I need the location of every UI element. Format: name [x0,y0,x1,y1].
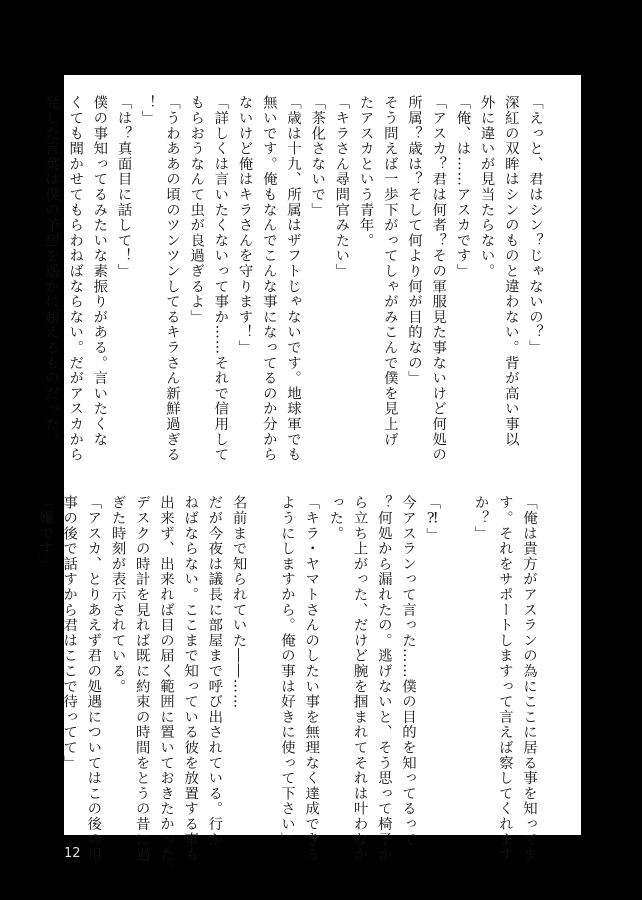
text-line: くても聞かせてもらわねばならない。だがアスカから [67,95,84,463]
text-line: 「⁈」 [424,495,441,543]
text-line: 「うわああの頃のツンツンしてるキラさん新鮮過ぎる [163,95,180,463]
text-line: 外に違いが見当たらない。 [478,95,495,279]
text-line: 「俺は貴方がアスランの為にここに居る事を知ってま [521,495,537,863]
text-line [251,495,275,825]
text-line: った。 [327,495,344,541]
text-line: 「俺、は……アスカです」 [454,95,471,279]
text-line: もらおうなんて虫が良過ぎるよ」 [188,95,205,325]
text-line: 「キラさん尋問官みたい」 [333,95,350,279]
text-line: 「嫌です」 [36,495,53,572]
text-line: ようにしますから。俺の事は好きに使って下さい」 [278,495,295,847]
text-line: たアスカという青年。 [357,95,374,248]
text-line [444,495,468,825]
page-number: 12 [64,846,81,861]
text-line: だが今夜は議長に部屋まで呼び出されている。行か [206,495,223,847]
text-line: そう問えば一歩下がってしゃがみこんで僕を見上げ [381,95,398,447]
text-line: 名前まで知られていた――…… [230,495,247,710]
text-line: 事の後で話すから君はここで待ってて」 [61,495,78,771]
text-line: す。それをサポートしますって言えば察してくれます [496,495,513,863]
text-line: か？」 [472,495,489,541]
text-line: 「アスカ、とりあえず君の処遇についてはこの後の用 [85,495,102,863]
text-line: ？何処から漏れたの。逃げないと、そう思って椅子か [375,495,392,863]
text-line: 出来ず、出来れば目の届く範囲に置いておきたかった。 [157,495,174,878]
text-line: デスクの時計を見れば既に約束の時間をとうの昔に過 [133,495,150,863]
text-line: 「茶化さないで」 [309,95,326,218]
text-line: 今アスランって言った……僕の目的を知ってるって [399,495,416,847]
text-line: 「詳しくは言いたくないって事か……それで信用して [212,95,229,463]
upper-text-block [39,95,547,463]
text-line: 「は？真面目に話して！」 [115,95,132,279]
text-line: 「キラ・ヤマトさんのしたい事を無理なく達成できる [303,495,320,863]
text-line: 深紅の双眸はシンのものと違わない。背が高い事以 [502,95,519,447]
text-line: ねばならない。ここまで知っている彼を放置する事も [182,495,199,863]
text-line: 無いです。俺もなんでこんな事になってるのか分から [260,95,277,463]
text-line: 「アスカ？君は何者？その軍服見た事ないけど何処の [430,95,447,463]
text-line: ら立ち上がった、だけど腕を掴まれてそれは叶わなか [351,495,368,863]
text-line: 「えっと、君はシン？じゃないの？」 [527,95,543,356]
text-line: ！」 [139,95,156,126]
text-line: 僕の事知ってるみたいな素振りがある。言いたくな [91,95,108,447]
text-line: 発した言葉は僕の予想を遥かに超えるものだった。 [42,95,59,447]
text-line: 「歳は十九、所属はザフトじゃないです。地球軍でも [284,95,301,463]
text-line: ぎた時刻が表示されている。 [109,495,126,694]
text-line: ないけど俺はキラさんを守ります！」 [236,95,253,356]
text-line: 所属？歳は？そして何より何が目的なの」 [405,95,422,386]
